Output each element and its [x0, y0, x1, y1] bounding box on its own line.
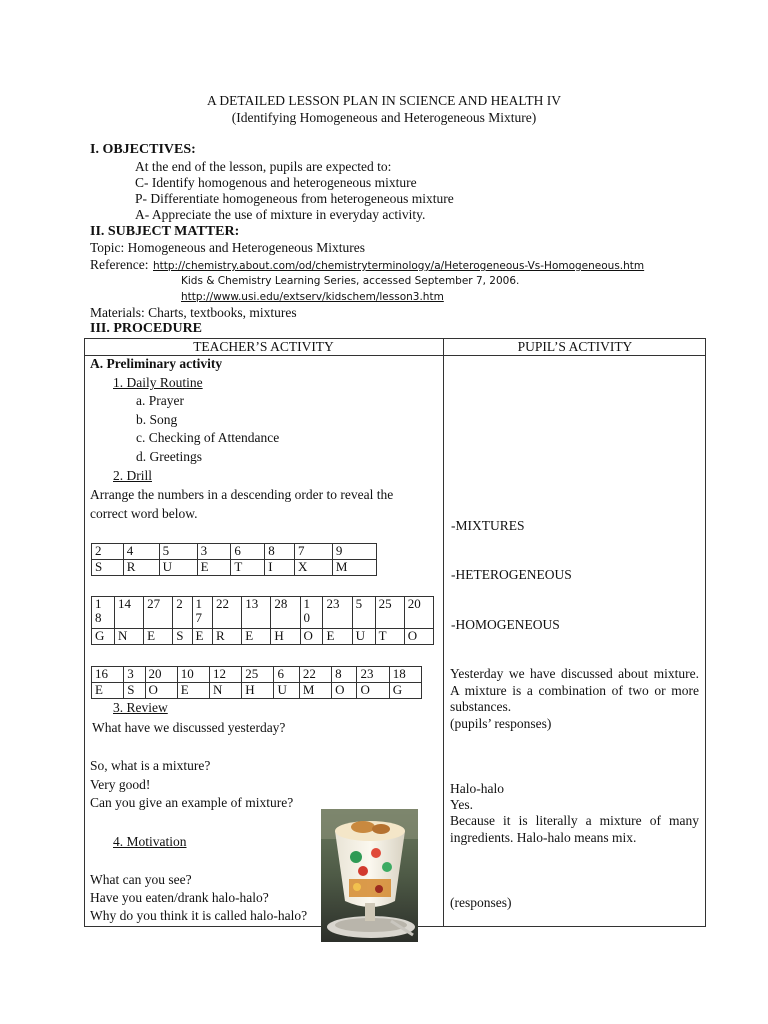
objectives-intro: At the end of the lesson, pupils are expected to: [135, 159, 392, 174]
mixture-question: So, what is a mixture? [90, 758, 211, 773]
puzzle-letter: E [144, 629, 173, 645]
puzzle-letter: O [357, 683, 389, 699]
puzzle-letter: E [242, 629, 271, 645]
puzzle-mixtures [91, 543, 377, 576]
pupil-activity-header: PUPIL’S ACTIVITY [517, 339, 633, 354]
puzzle-letter: S [173, 629, 192, 645]
routine-greetings: d. Greetings [136, 449, 202, 464]
reference-kids-chemistry: Kids & Chemistry Learning Series, accessed September 7, 2006. [181, 275, 520, 287]
puzzle-number: 23 [357, 667, 389, 683]
puzzle-number: 10 [177, 667, 209, 683]
puzzle-number: 13 [242, 597, 271, 629]
puzzle-heterogeneous [91, 596, 434, 645]
puzzle-number: 5 [159, 544, 197, 560]
puzzle-number: 7 [294, 544, 332, 560]
puzzle-number: 4 [123, 544, 159, 560]
pupil-yesterday-response: Yesterday we have discussed about mixture. A mixture is a combination of two or more substances. [450, 666, 699, 714]
puzzle-letter: E [323, 629, 352, 645]
puzzle-letter: E [92, 683, 124, 699]
puzzle-number: 3 [197, 544, 231, 560]
see-question: What can you see? [90, 872, 192, 887]
puzzle-letter: G [389, 683, 421, 699]
very-good-text: Very good! [90, 777, 151, 792]
puzzle-number: 2 [92, 544, 124, 560]
puzzle-number: 6 [274, 667, 299, 683]
routine-song: b. Song [136, 412, 178, 427]
puzzle-number: 14 [114, 597, 143, 629]
puzzle-letter: H [242, 683, 274, 699]
puzzle-number: 3 [124, 667, 145, 683]
pupil-responses-1: (pupils’ responses) [450, 716, 552, 731]
reference-label: Reference: [90, 257, 149, 272]
objective-psychomotor: P- Differentiate homogeneous from heterogeneous mixture [135, 191, 454, 206]
preliminary-activity-heading: A. Preliminary activity [90, 356, 223, 371]
halo-halo-photo [321, 809, 418, 942]
objective-cognitive: C- Identify homogenous and heterogeneous mixture [135, 175, 417, 190]
puzzle-number: 8 [265, 544, 295, 560]
puzzle-letter: R [213, 629, 242, 645]
puzzle-letter: N [114, 629, 143, 645]
review-question: What have we discussed yesterday? [92, 720, 286, 735]
puzzle-number: 25 [242, 667, 274, 683]
puzzle-letter: U [159, 560, 197, 576]
pupil-because-response: Because it is literally a mixture of many ingredients. Halo-halo means mix. [450, 813, 699, 845]
puzzle-number: 20 [404, 597, 433, 629]
answer-mixtures: -MIXTURES [451, 518, 525, 533]
materials-line: Materials: Charts, textbooks, mixtures [90, 305, 297, 320]
answer-homogeneous: -HOMOGENEOUS [451, 617, 560, 632]
puzzle-letter: M [332, 560, 376, 576]
puzzle-homogeneous [91, 666, 422, 699]
puzzle-letter: M [299, 683, 331, 699]
daily-routine-heading: 1. Daily Routine [113, 375, 203, 390]
puzzle-number: 8 [332, 667, 357, 683]
column-divider [443, 338, 444, 927]
puzzle-letter: G [92, 629, 115, 645]
puzzle-number: 27 [144, 597, 173, 629]
pupil-responses-2: (responses) [450, 895, 512, 910]
puzzle-number: 1 8 [92, 597, 115, 629]
puzzle-letter: U [274, 683, 299, 699]
puzzle-letter: S [92, 560, 124, 576]
drill-instruction-line2: correct word below. [90, 506, 198, 521]
review-heading: 3. Review [113, 700, 168, 715]
puzzle-letter: T [375, 629, 404, 645]
puzzle-number: 16 [92, 667, 124, 683]
puzzle-letter: O [332, 683, 357, 699]
puzzle-number: 18 [389, 667, 421, 683]
puzzle-number: 22 [299, 667, 331, 683]
puzzle-number: 5 [352, 597, 375, 629]
puzzle-number: 1 0 [300, 597, 323, 629]
puzzle-letter: X [294, 560, 332, 576]
puzzle-letter: E [192, 629, 213, 645]
routine-prayer: a. Prayer [136, 393, 184, 408]
puzzle-number: 2 [173, 597, 192, 629]
answer-heterogeneous: -HETEROGENEOUS [451, 567, 572, 582]
puzzle-letter: T [231, 560, 265, 576]
routine-attendance: c. Checking of Attendance [136, 430, 280, 445]
example-question: Can you give an example of mixture? [90, 795, 294, 810]
puzzle-letter: H [271, 629, 300, 645]
topic-line: Topic: Homogeneous and Heterogeneous Mixtures [90, 240, 365, 255]
reference-link-usi[interactable]: http://www.usi.edu/extserv/kidschem/lesson3.htm [181, 291, 444, 303]
objectives-heading: I. OBJECTIVES: [90, 142, 196, 157]
puzzle-number: 25 [375, 597, 404, 629]
puzzle-number: 22 [213, 597, 242, 629]
puzzle-letter: O [300, 629, 323, 645]
motivation-heading: 4. Motivation [113, 834, 187, 849]
puzzle-number: 20 [145, 667, 177, 683]
puzzle-letter: I [265, 560, 295, 576]
puzzle-letter: E [177, 683, 209, 699]
pupil-halo-halo: Halo-halo [450, 781, 504, 796]
subject-matter-heading: II. SUBJECT MATTER: [90, 224, 240, 239]
reference-link-about[interactable]: http://chemistry.about.com/od/chemistryterminology/a/Heterogeneous-Vs-Homogeneous.htm [153, 260, 645, 272]
puzzle-number: 9 [332, 544, 376, 560]
procedure-heading: III. PROCEDURE [90, 321, 203, 336]
puzzle-letter: O [404, 629, 433, 645]
puzzle-letter: S [124, 683, 145, 699]
puzzle-number: 28 [271, 597, 300, 629]
puzzle-number: 6 [231, 544, 265, 560]
pupil-yes: Yes. [450, 797, 474, 812]
eaten-question: Have you eaten/drank halo-halo? [90, 890, 269, 905]
drill-heading: 2. Drill [113, 468, 152, 483]
puzzle-number: 1 7 [192, 597, 213, 629]
drill-instruction-line1: Arrange the numbers in a descending order to reveal the [90, 487, 394, 502]
puzzle-letter: O [145, 683, 177, 699]
why-question: Why do you think it is called halo-halo? [90, 908, 308, 923]
puzzle-letter: R [123, 560, 159, 576]
puzzle-number: 23 [323, 597, 352, 629]
teacher-activity-header: TEACHER’S ACTIVITY [193, 339, 334, 354]
objective-affective: A- Appreciate the use of mixture in everyday activity. [135, 207, 426, 222]
puzzle-number: 12 [210, 667, 242, 683]
document-subtitle: (Identifying Homogeneous and Heterogeneous Mixture) [231, 110, 537, 125]
puzzle-letter: E [197, 560, 231, 576]
puzzle-letter: N [210, 683, 242, 699]
document-title: A DETAILED LESSON PLAN IN SCIENCE AND HEALTH IV [207, 93, 561, 108]
puzzle-letter: U [352, 629, 375, 645]
